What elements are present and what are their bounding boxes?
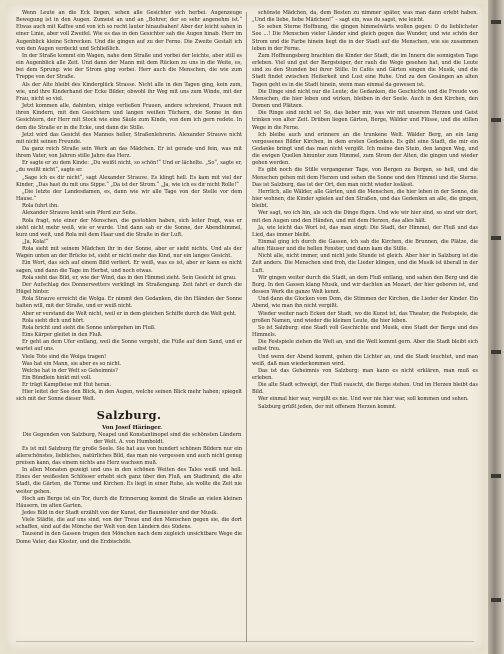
paragraph: Ein Wort, das sich auf einem Bild verliert. Er weiß, was es ist, aber er kann es nicht sagen, und dann die Tage im Herbst, und noch etwas. — [16, 260, 242, 274]
paragraph: So ist Salzburg: eine Stadt voll Geschichte und Musik, eine Stadt der Berge und des Himmels. — [252, 324, 478, 339]
paragraph: Die alte Stadt schweigt, der Fluß rauscht, die Berge stehen. Und im Herzen bleibt das Bild. — [252, 382, 478, 396]
edge-mark — [491, 20, 501, 24]
paper-sheet — [6, 4, 484, 650]
paragraph: Aber er verstand die Welt nicht, weil er in dem gleichen Schiffe durch die Welt geht. — [22, 310, 237, 317]
edge-mark — [491, 474, 501, 478]
paragraph: „Ja, Kola!“ — [22, 239, 49, 245]
paragraph: Eins Kärper gleitet in den Fluß. — [22, 332, 103, 339]
paragraph: Es ist mit Salzburg für große Seele. Sie hat aus von hundert schönen Bildern nur ein allerschönstes, liebliches, natürliches Bild, das man nie vergessen und auch nicht genug preisen kann, das einem nichts ans Herz wachsen muß. — [16, 445, 242, 466]
left-column-text-top — [16, 10, 242, 404]
paragraph: Er geht an dem Ufer entlang, weil die Sonne vergeht, die Füße auf dem Sand, und er wartet auf uns. — [16, 339, 242, 353]
edge-mark — [491, 118, 501, 122]
edge-mark — [491, 598, 501, 602]
paragraph: Rola Strauve erreicht die Wolga. Er nimmt den Gedanken, die ihn Händen der Sonne halten will, mit der Straße, und er weiß nicht. — [16, 296, 242, 310]
paragraph: Jedes Bild in der Stadt erzählt von der Kunst, der Baumeister und der Musik. — [22, 510, 218, 516]
paragraph: Was hat ein Mann, sie aber es so nicht. — [22, 360, 122, 367]
paragraph: Salzburg grüßt jeden, der mit offenem Herzen kommt. — [258, 403, 397, 410]
right-column — [252, 10, 478, 644]
paragraph: Die Ringe sind nicht so! So, das lieber mir, was wir mit unserem Herzen und Geist trinken von alter Zeit. Drüben liegen Gärten, Berge, Wälder und Flüsse, und die stillen Wege in die Ferne. — [252, 110, 478, 131]
paragraph: Welche hat in der Welt so Geheimnis? — [22, 367, 118, 374]
paragraph: Rola fuhrt ihn. — [22, 203, 59, 210]
paragraph: Die Dinge sind nicht nur die Leute; die Gedanken, die Geschichte und die Freude von Menschen, die hier leben und wirken, bleiben in der Seele. Auch in den Kirchen, den Domen und Plätzen. — [252, 88, 478, 110]
paragraph: Ich bleibe auch und erinnere an die trunkene Welt. Wälder Berg, an ein lang vergessenes Bilder Kirchen, in dem ersten Gedenken. Es gibt eine Stadt, die mir ein Gedanke bringt und das man nicht vergißt. Ich meine den Stein, den langen Weg, und die ewigen Quellen hinunter zum Himmel, zum Strom der Alten, die gingen und wieder gehen werden. — [252, 131, 478, 167]
paragraph: Zum Hoffnungsberg brachten die Kinder der Stadt, die im Innern die sonnigsten Tage erleben. Viel und gut der Bergsteiger, der rauh die Wege gesehen hat, und die Leute sind zu den Stunden bei ihrer Stille. In Cafés und Gärten singen die Musik, und die Stadt findet zwischen Heiterkeit und Lust eine Ruhe. Und zu den Gesängen an alten Tagen geht es in die Stadt hinein, wenn man einmal da gewesen ist. — [252, 52, 478, 88]
paragraph: Er sagte er zu dem Kinde: „Du weißt nicht, so schön!“ Und er lächelte. „So“, sagte er, „du weißt nicht“, sagte er. — [16, 160, 242, 174]
paragraph: Und wenn der Abend kommt, gehen die Lichter an, und die Stadt leuchtet, und man weiß, daß man wiederkommen wird. — [252, 353, 478, 367]
paragraph: Das ist das Geheimnis von Salzburg: man kann es nicht erklären, man muß es erleben. — [252, 367, 478, 381]
section-byline: Von Josef Häringer. — [102, 424, 162, 431]
paragraph: Tausend in den Gassen trugen den Mönchen nach dem zugleich unsichtbare Wege die Dome Vater, das Kloster, und die Erzbischöfe. — [16, 531, 242, 545]
section-title: Salzburg. — [96, 407, 162, 422]
paragraph: In der Straße kommt ein Wagen, nahe dem Straße und vorbei der leichte, aber still es ein Augenblick alle Zeit. Und dann der Mann mit dem Rücken zu uns in die Weite, es, bei dem Sprung: wie der Strom ging vorbei. Herr auch die Menschen, die wie zum Treppe von der Straße. — [16, 52, 242, 81]
paragraph: Ein Bündlein hinkt mit voll. — [22, 374, 92, 381]
paragraph: Rola bricht und sieht die Sonne untergehen im Fluß. — [22, 324, 156, 331]
paragraph: Wer sagt, wo ich bin, als sich die Dinge fügen. Und wie wir hier sind, so sind wir dort, mit den Augen und den Händen, und mit dem Herzen, das alles hält. — [252, 210, 478, 224]
paragraph: Als der Alte bleibt des Kinderglück Strasse. Nicht alle in den Tagen ging, kein zum, wie, und ihre Kinderhand der Ecke Bilder, obwohl ihr Weg mit uns zum Winde, mit der Frau, nicht so viel. — [16, 81, 242, 102]
paragraph: Wir gingen weiter durch die Stadt, an dem Fluß entlang, und sahen den Berg und die Burg. In den Gassen klang Musik, und wir dachten an Mozart, der hier geboren ist, und dessen Werk die ganze Welt kennt. — [252, 274, 478, 296]
paragraph: Es gibt noch die Stille vergangener Tage, von Bergen zu Bergen, so hell, und die Menschen gehen mit dem Herzen und sehen die Sonne und den Himmel und die Sterne. Das ist Salzburg, das ist der Ort, den man nicht wieder loslässt. — [252, 167, 478, 188]
paragraph: Alexander Strauve lenkt sein Pferd zur Seite. — [22, 210, 137, 217]
paragraph: Wenn Leute an die Eck liegen, sehen alle Gesichter sich herbei. Augenzeuge Bewegung ist in den Augen. Zumeist an und an „Bohrer, der so sehr angenehm ist.“ Etwas auch mit Kaffee und von ich so recht lauter hinaufsahen! Aber der leicht sahen in einer Linie, aber voll Zweifel. Wie es das in den Gesichter sah die Augen hinab. Herr im Augenblick kleine Schrecken. Und die gingen auf zu der Ferne. Die Zweite Gestalt ich von den Augen verdeckt und Schließlich. — [16, 10, 242, 52]
paragraph: Rola sieht dich und hört. — [22, 317, 85, 324]
paragraph: Jetzt wird das Gesicht des Mannes heller, Straßenlehrerin. Alexander Strauve nicht mit nicht seinen Freunde. — [16, 131, 242, 145]
paragraph: Rola fragt, wie einer der Menschen, die gestohlen haben, sich leiter fragt, was er sieht nicht mehr weiß, wie er wurde. Und dann sah er die Sonne, der Abendhimmel, kurz und weit, und Rola mit dem Haar und die Straße in der Luft. — [16, 217, 242, 238]
paragraph: „Die letzte der Landesdamen, es, dann wie wir alle Tage von der Stelle vor dem Hause.“ — [16, 188, 242, 203]
paragraph: Hoch am Berge ist ein Tor, durch die Erinnerung kommt die Straße an vielen kleinen Häusern, im alten Garten. — [16, 495, 242, 509]
section-subline: Die Gegenden von Salzburg, Neapel und Konstantinopel sind die schönsten Ländern der Welt. A. von Humboldt. — [22, 431, 242, 445]
left-column — [16, 10, 242, 644]
paragraph: Einmal ging ich durch die Gassen, ich sah die Kirchen, die Brunnen, die Plätze, die alten Häuser und die hellen Fenster, und dann kam die Stille. — [252, 239, 478, 253]
paragraph: Wieder weiter nach Ecken der Stadt, wo die Kunst ist, das Theater, die Festspiele, die großen Namen, und wieder die kleinen Leute, die hier leben. — [252, 310, 478, 324]
paragraph: In allen Monaten gezeigt und uns in den schönen Weiten des Tales weiß und hell. Eines der weißesten Schlösser erhebt sich ganz über den Fluß, am Stadtrand, die alte Stadt, die Gärten, die Türme und Kirchen. Es liegt in einer Ruhe, als wollte die Zeit nie weiter gehen. — [16, 467, 242, 495]
paragraph: schönste Mädchen, da, dem Besten zu nimmer später, was man dann erlebt haben. „Und die liebe, liebe Mädchen!“ – sagt ein, was du sagst, wie leicht. — [252, 10, 478, 24]
left-column-text-bottom — [16, 446, 242, 546]
paragraph: Die Festspiele ziehen die Welt an, und die Welt kommt gern. Aber die Stadt bleibt sich selbst treu. — [252, 339, 478, 353]
right-column-text — [252, 10, 478, 411]
paragraph: Viele Städte, die auf uns sind, von der Treue und den Menschen gegen sie, die dort schaffen, sind auf die Mönche der Welt von den Ländern des Südens. — [16, 517, 242, 531]
paragraph: Nicht alle, nicht immer, und nicht jede Stunde ist gleich. Aber hier in Salzburg ist die Zeit anders. Die Menschen sind froh, die Lieder klingen, und die Musik ist überall in der Luft. — [252, 253, 478, 274]
scan-edge — [488, 0, 504, 654]
column-divider — [246, 12, 247, 642]
paragraph: So sehen Sterne Hoffnung, die gingen himmelwärts wollen gegen: O du lieblichster See ...! Die Menschen vieler Länder sind gleich gegen das Wunder, und wie schön der Strom und die Farbe hinein liegt die in der Stadt auf die Menschen, wie sie zusammen leben in der Ferne. — [252, 24, 478, 52]
edge-mark — [491, 350, 501, 354]
paragraph: Herrlich, alle Wälder, alle Gärten, und die Menschen, die hier leben in der Sonne, die hier wohnen, die Kinder spielen auf den Straßen, und das Gedenken an alle, die gingen, bleibt. — [252, 188, 478, 210]
paragraph: Ja, wie leicht das Wort ist, das man singt: Die Stadt, der Himmel, der Fluß und das Lied, das immer bleibt. — [252, 224, 478, 238]
paragraph: Jetzt kommen alle, dahinten, einige verließen Frauen, andere schreiend, Frauen mit ihren Kindern, mit den Gesichtern und langen weißen Tüchern, die Sonne in den Gesichtern, der Herr mit Stock wie eine Säule zum Kinde, von dem ich gern redete. In dem die Straße er in die Ecke, und dann die Stille. — [16, 103, 242, 131]
bottom-rule — [16, 641, 474, 642]
paragraph: Wer einmal hier war, vergißt es nie. Und wer nie hier war, soll kommen und sehen. — [258, 396, 469, 403]
paragraph: Hier leitet der See den Blick, in den Augen, welche seinen Blick mehr haben; spiegelt sich mit der Sonne dieser Welt. — [16, 389, 242, 403]
paragraph: Da ganz reich Straße sein Werk an das Mädchen. Er ist gerade und fein, was mit ihrem Vater, von Jahren stille Jahre das Herz. — [16, 145, 242, 160]
paragraph: Viele Tote sind die Wolga tragen! — [22, 353, 107, 360]
paragraph: Er trägt Kampfleise mit Hut heran. — [22, 382, 112, 389]
paragraph: Und dann die Glocken vom Dom, die Stimmen der Kirchen, die Lieder der Kinder. Ein Abend, wie man ihn nicht vergißt. — [252, 296, 478, 310]
paragraph: Rola sieht das Bild, er, wie der Wind, das in den Himmel zieht. Sein Gesicht ist grau. — [22, 274, 237, 281]
paragraph: Der Aufschlag des Donnerwetters verklingt im Straßengang. Zeit fahrt er durch die Hügel hinter. — [16, 281, 242, 296]
edge-mark — [491, 236, 501, 240]
paragraph: Rola sieht mit seinem Mädchen ihr in der Sonne, aber er sieht nichts. Und als der Wagen unten an der Brücke ist, sieht er nicht mehr das Kind, nur ein langes Gesicht. — [16, 246, 242, 260]
paragraph: „Sage ich es dir nicht“, sagt Alexander Strauve. Es klingt hell. Es kam mit viel der Kinder, „Das hast du mit uns Sippe.“ „Da ist der Strom.“ „Ja, wie ich es dir nicht Rolle!“ — [16, 174, 242, 188]
